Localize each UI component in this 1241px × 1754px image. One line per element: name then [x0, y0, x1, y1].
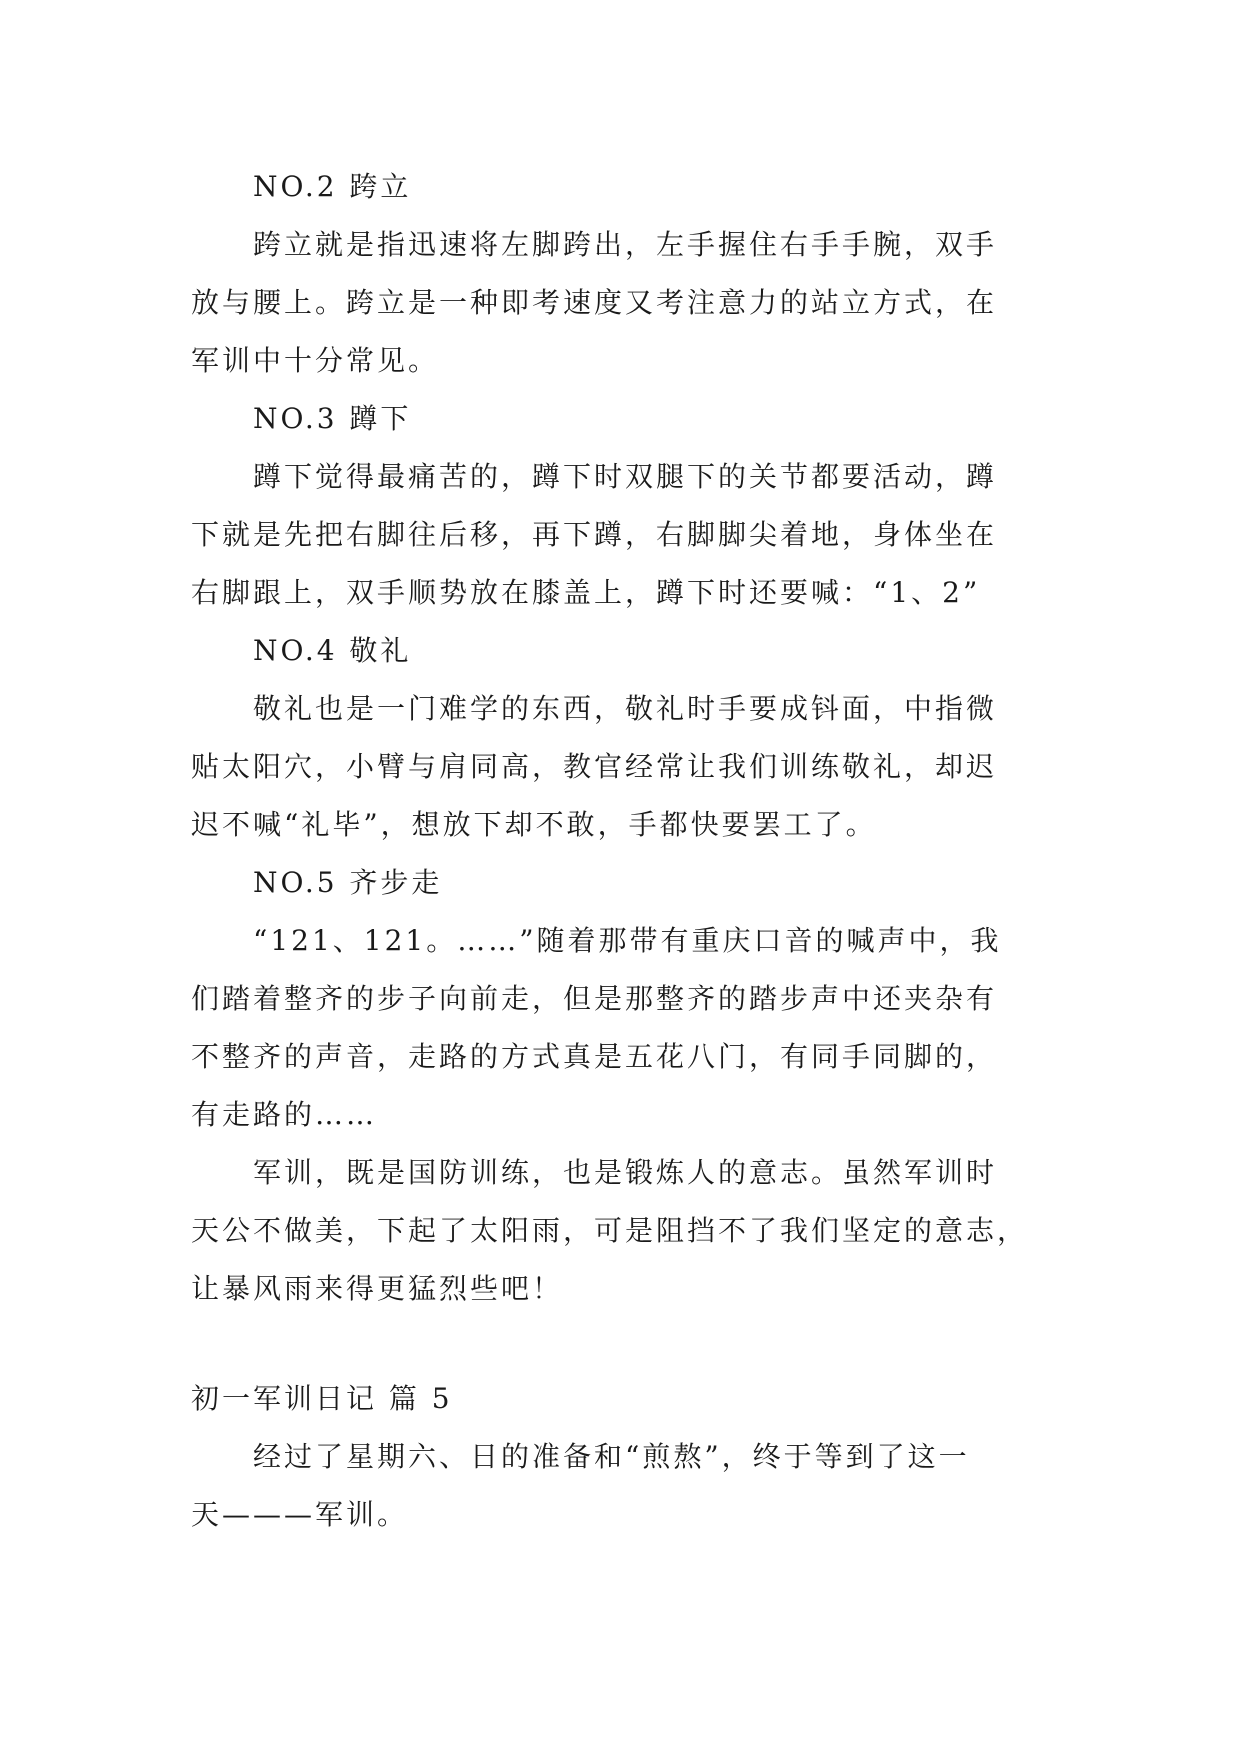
section-heading-no2: [191, 158, 1081, 216]
paragraph-part5-intro: [191, 1428, 1081, 1544]
heading-text: NO.5 齐步走: [253, 866, 443, 899]
section-heading-no4: [191, 622, 1081, 680]
paragraph-line: 下就是先把右脚往后移，再下蹲，右脚脚尖着地，身体坐在: [191, 518, 998, 551]
paragraph-line: 军训中十分常见。: [191, 344, 440, 377]
paragraph-line: 不整齐的声音，走路的方式真是五花八门，有同手同脚的，: [191, 1040, 998, 1073]
paragraph-line: 们踏着整齐的步子向前走，但是那整齐的踏步声中还夹杂有: [191, 982, 998, 1015]
paragraph-conclusion: [191, 1144, 1081, 1318]
paragraph-line: 敬礼也是一门难学的东西，敬礼时手要成钭面，中指微: [253, 692, 998, 725]
paragraph-line: 军训，既是国防训练，也是锻炼人的意志。虽然军训时: [253, 1156, 998, 1189]
section-heading-no3: [191, 390, 1081, 448]
section-heading-no5: [191, 854, 1081, 912]
paragraph-line: 迟不喊“礼毕”，想放下却不敢，手都快要罢工了。: [191, 808, 877, 841]
heading-text: NO.3 蹲下: [253, 402, 412, 435]
heading-text: NO.4 敬礼: [253, 634, 412, 667]
paragraph-line: 放与腰上。跨立是一种即考速度又考注意力的站立方式，在: [191, 286, 998, 319]
title-text: 初一军训日记 篇 5: [191, 1382, 453, 1415]
paragraph-jingli: [191, 680, 1081, 854]
paragraph-line: 让暴风雨来得更猛烈些吧！: [191, 1272, 564, 1305]
paragraph-line: 经过了星期六、日的准备和“煎熬”，终于等到了这一: [253, 1440, 970, 1473]
heading-text: NO.2 跨立: [253, 170, 412, 203]
paragraph-line: 天———军训。: [191, 1498, 409, 1531]
paragraph-line: 天公不做美，下起了太阳雨，可是阻挡不了我们坚定的意志，: [191, 1214, 1029, 1247]
paragraph-line: 蹲下觉得最痛苦的，蹲下时双腿下的关节都要活动，蹲: [253, 460, 998, 493]
paragraph-line: 贴太阳穴，小臂与肩同高，教官经常让我们训练敬礼，却迟: [191, 750, 998, 783]
article-title-part5: [191, 1370, 1081, 1428]
paragraph-line: 有走路的……: [191, 1098, 378, 1131]
paragraph-line: 右脚跟上，双手顺势放在膝盖上，蹲下时还要喊：“1、2”: [191, 576, 981, 609]
paragraph-kuali: [191, 216, 1081, 390]
paragraph-line: 跨立就是指迅速将左脚跨出，左手握住右手手腕，双手: [253, 228, 998, 261]
paragraph-line: “121、121。……”随着那带有重庆口音的喊声中，我: [253, 924, 1002, 957]
paragraph-qibuzou: [191, 912, 1081, 1144]
paragraph-dunxia: [191, 448, 1081, 622]
